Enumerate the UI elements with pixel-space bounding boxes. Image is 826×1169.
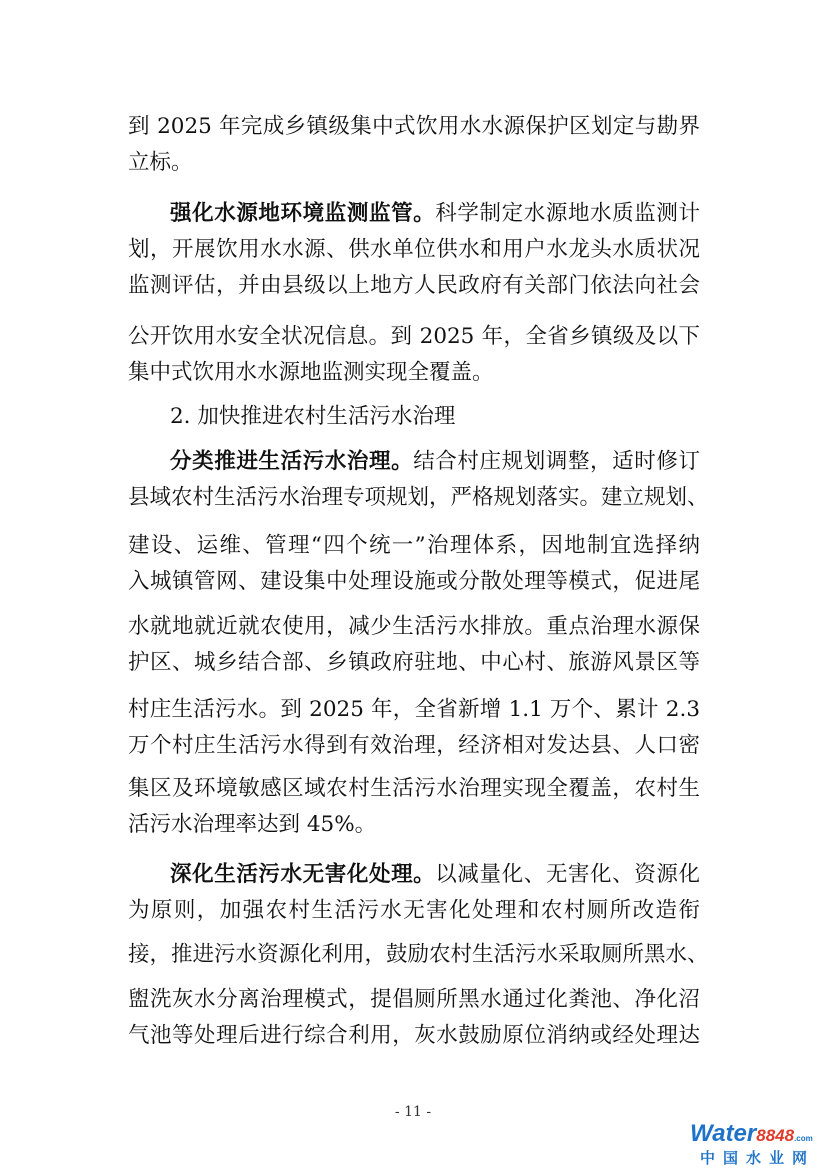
- section-paragraph-start: [170, 447, 700, 477]
- text-line: 活污水治理率达到 45%。: [128, 812, 377, 837]
- text-line: 万个村庄生活污水得到有效治理，经济相对发达县、人口密: [128, 733, 700, 758]
- text-line: 水就地就近就农使用，减少生活污水排放。重点治理水源保: [128, 614, 700, 639]
- text-line: 立标。: [128, 150, 193, 175]
- watermark-logo: [690, 1118, 820, 1166]
- text-line: 集中式饮用水水源地监测实现全覆盖。: [128, 360, 494, 385]
- watermark-wordmark: [690, 1120, 813, 1148]
- section-heading: 强化水源地环境监测监管。: [170, 201, 436, 226]
- text-line: 护区、城乡结合部、乡镇政府驻地、中心村、旅游风景区等: [128, 650, 700, 675]
- watermark-chinese: 中国水业网: [700, 1149, 816, 1167]
- section-heading: 深化生活污水无害化处理。: [170, 862, 436, 887]
- text-line: 村庄生活污水。到 2025 年，全省新增 1.1 万个、累计 2.3: [128, 697, 700, 722]
- page-number: - 11 -: [394, 1104, 432, 1120]
- text-line: 集区及环境敏感区域农村生活污水治理实现全覆盖，农村生: [128, 776, 700, 801]
- text-line: 盥洗灰水分离治理模式，提倡厕所黑水通过化粪池、净化沼: [128, 987, 700, 1012]
- text-line: 公开饮用水安全状况信息。到 2025 年，全省乡镇级及以下: [128, 324, 700, 349]
- paragraph-text: 结合村庄规划调整，适时修订: [413, 449, 700, 474]
- text-line: 接，推进污水资源化利用，鼓励农村生活污水采取厕所黑水、: [128, 942, 709, 967]
- paragraph-text: 科学制定水源地水质监测计: [435, 201, 700, 226]
- watermark-suffix: .com: [794, 1134, 813, 1143]
- watermark-number: 8848: [756, 1126, 795, 1145]
- section-heading: 分类推进生活污水治理。: [170, 449, 414, 474]
- paragraph-text: 以减量化、无害化、资源化: [435, 862, 700, 887]
- text-line: 为原则，加强农村生活污水无害化处理和农村厕所改造衔: [128, 898, 700, 923]
- text-line: 建设、运维、管理“四个统一”治理体系，因地制宜选择纳: [128, 533, 700, 558]
- text-line: 到 2025 年完成乡镇级集中式饮用水水源保护区划定与勘界: [128, 114, 700, 139]
- text-line: 监测评估，并由县级以上地方人民政府有关部门依法向社会: [128, 273, 700, 298]
- section-paragraph-start: [170, 860, 700, 890]
- text-line: 县域农村生活污水治理专项规划，严格规划落实。建立规划、: [128, 485, 709, 510]
- watermark-brand: Water: [690, 1120, 757, 1147]
- text-line: 划，开展饮用水水源、供水单位供水和用户水龙头水质状况: [128, 237, 700, 262]
- subsection-heading: 2. 加快推进农村生活污水治理: [170, 404, 456, 429]
- section-paragraph-start: [170, 199, 700, 229]
- text-line: 气池等处理后进行综合利用，灰水鼓励原位消纳或经处理达: [128, 1023, 700, 1048]
- text-line: 入城镇管网、建设集中处理设施或分散处理等模式，促进尾: [128, 569, 700, 594]
